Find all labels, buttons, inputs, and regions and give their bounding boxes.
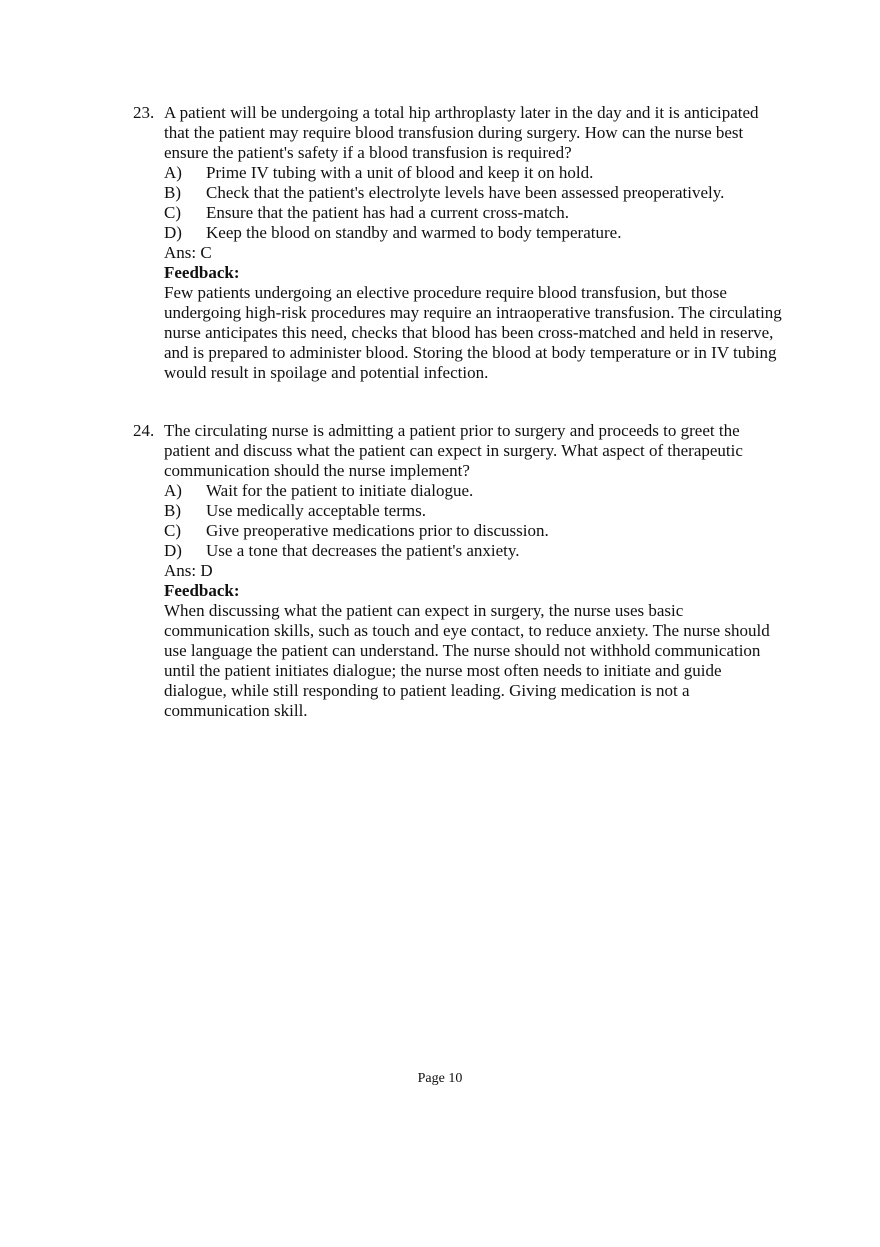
option-text: Check that the patient's electrolyte levels have been assessed preoperatively.: [206, 183, 725, 202]
option-letter: D): [164, 223, 182, 242]
answer-option-b: [164, 183, 783, 203]
answer-options: [133, 481, 783, 561]
option-letter: C): [164, 203, 181, 222]
option-letter: D): [164, 541, 182, 560]
option-text: Ensure that the patient has had a current cross-match.: [206, 203, 570, 222]
option-letter: A): [164, 163, 182, 182]
answer-option-d: [164, 541, 783, 561]
feedback-heading: Feedback:: [164, 581, 240, 600]
answer-option-a: [164, 481, 783, 501]
option-text: Use a tone that decreases the patient's anxiety.: [206, 541, 520, 560]
option-letter: B): [164, 501, 181, 520]
question-number: 24.: [133, 421, 155, 440]
option-text: Give preoperative medications prior to discussion.: [206, 521, 549, 540]
option-text: Prime IV tubing with a unit of blood and keep it on hold.: [206, 163, 594, 182]
option-text: Wait for the patient to initiate dialogue.: [206, 481, 474, 500]
option-letter: A): [164, 481, 182, 500]
answer-option-c: [164, 521, 783, 541]
answer-option-b: [164, 501, 783, 521]
feedback-text: When discussing what the patient can expect in surgery, the nurse uses basic communication skills, such as touch and eye contact, to reduce anxiety. The nurse should use language the patient can understand. The nurse should not withhold communication until the patient initiates dialogue; the nurse most often needs to initiate and guide dialogue, while still responding to patient leading. Giving medication is not a communication skill.: [164, 601, 770, 720]
answer-options: [133, 163, 783, 243]
question-24: [133, 421, 783, 721]
answer-option-d: [164, 223, 783, 243]
option-letter: C): [164, 521, 181, 540]
question-stem: The circulating nurse is admitting a patient prior to surgery and proceeds to greet the patient and discuss what the patient can expect in surgery. What aspect of therapeutic communication should the nurse implement?: [164, 421, 743, 480]
question-stem-row: [133, 421, 783, 481]
feedback-text: Few patients undergoing an elective procedure require blood transfusion, but those undergoing high-risk procedures may require an intraoperative transfusion. The circulating nurse anticipates this need, checks that blood has been cross-matched and held in reserve, and is prepared to administer blood. Storing the blood at body temperature or in IV tubing would result in spoilage and potential infection.: [164, 283, 782, 382]
question-stem: A patient will be undergoing a total hip arthroplasty later in the day and it is anticipated that the patient may require blood transfusion during surgery. How can the nurse best ensure the patient's safety if a blood transfusion is required?: [164, 103, 759, 162]
page-number: Page 10: [417, 1071, 463, 1086]
answer-option-c: [164, 203, 783, 223]
question-stem-row: [133, 103, 783, 163]
option-text: Use medically acceptable terms.: [206, 501, 426, 520]
answer-key: Ans: D: [164, 561, 213, 580]
option-letter: B): [164, 183, 181, 202]
answer-option-a: [164, 163, 783, 183]
option-text: Keep the blood on standby and warmed to body temperature.: [206, 223, 622, 242]
answer-key: Ans: C: [164, 243, 212, 262]
question-23: [133, 103, 783, 383]
question-number: 23.: [133, 103, 155, 122]
feedback-heading: Feedback:: [164, 263, 240, 282]
